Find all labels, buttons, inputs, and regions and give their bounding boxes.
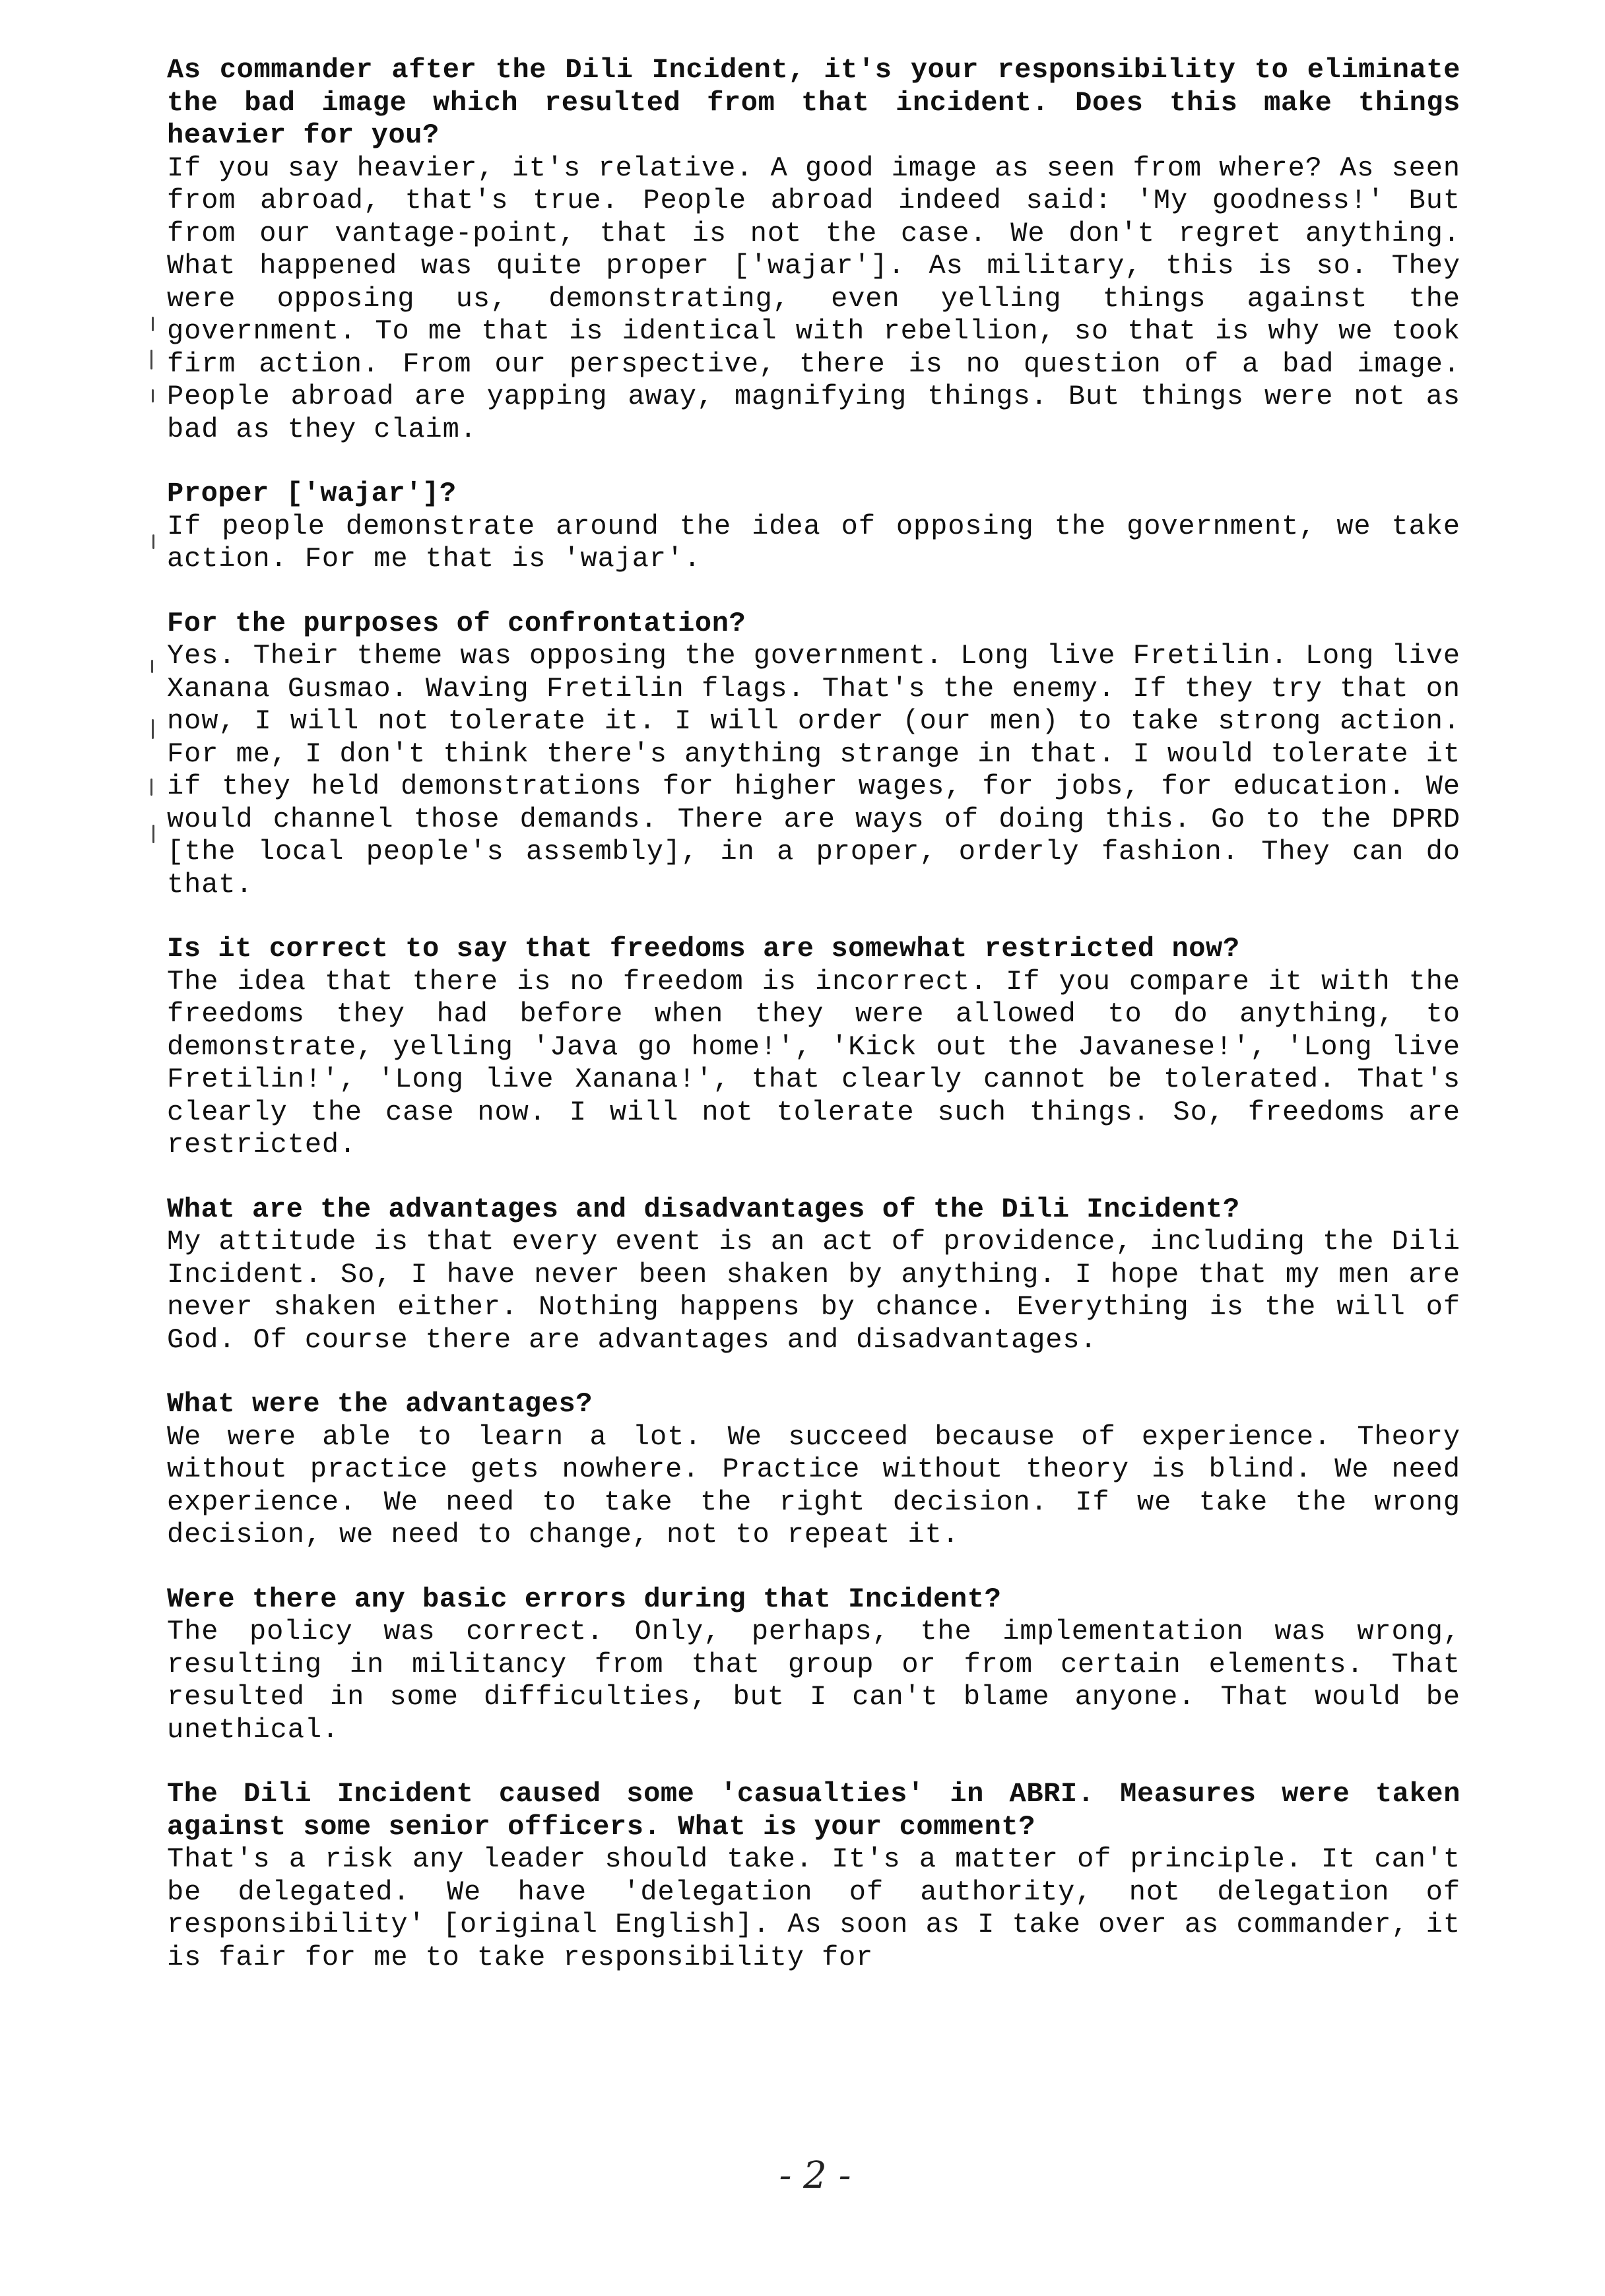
question-text: For the purposes of confrontation?	[167, 607, 746, 639]
question-text: What were the advantages?	[167, 1388, 593, 1420]
scan-mark	[152, 317, 154, 331]
question-text: As commander after the Dili Incident, it's your responsibility to eliminate the bad image which resulted from that incident. Does this make things heavier for you?	[167, 54, 1460, 151]
qa-block-6	[167, 1388, 1460, 1552]
scan-mark	[152, 719, 154, 739]
scan-mark	[150, 779, 152, 796]
scan-mark	[152, 389, 154, 402]
question-text: Were there any basic errors during that Incident?	[167, 1583, 1002, 1615]
qa-block-5	[167, 1194, 1460, 1357]
scan-mark	[151, 660, 153, 673]
answer-text: The idea that there is no freedom is incorrect. If you compare it with the freedoms they had before when they were allowed to do anything, to demonstrate, yelling 'Java go home!', 'Kick out the Javanese!', 'Long live Fretilin!', 'Long live Xanana!', that clearly cannot be tolerated. That's clearly the case now. I will not tolerate such things. So, freedoms are restricted.	[167, 965, 1460, 1161]
qa-block-8	[167, 1778, 1460, 1974]
answer-text: The policy was correct. Only, perhaps, the implementation was wrong, resulting in militancy from that group or from certain elements. That resulted in some difficulties, but I can't blame anyone. That would be unethical.	[167, 1616, 1460, 1746]
qa-block-3	[167, 608, 1460, 902]
qa-block-2	[167, 478, 1460, 576]
answer-text: My attitude is that every event is an act of providence, including the Dili Incident. So, I have never been shaken by anything. I hope that my men are never shaken either. Nothing happens by chance. Everything is the will of God. Of course there are advantages and disadvantages.	[167, 1226, 1460, 1356]
scan-mark	[152, 534, 154, 549]
question-text: Proper ['wajar']?	[167, 478, 457, 509]
answer-text: Yes. Their theme was opposing the government. Long live Fretilin. Long live Xanana Gusmao. Waving Fretilin flags. That's the enemy. If they try that on now, I will not tolerate it. I will order (our men) to take strong action. For me, I don't think there's anything strange in that. I would tolerate it if they held demonstrations for higher wages, for jobs, for education. We would channel those demands. There are ways of doing this. Go to the DPRD [the local people's assembly], in a proper, orderly fashion. They can do that.	[167, 640, 1460, 901]
scan-mark	[152, 825, 154, 843]
qa-block-4	[167, 933, 1460, 1162]
answer-text: If you say heavier, it's relative. A good image as seen from where? As seen from abroad, that's true. People abroad indeed said: 'My goodness!' But from our vantage-point, that is not the case. We don't regret anything. What happened was quite proper ['wajar']. As military, this is so. They were opposing us, demonstrating, even yelling things against the government. To me that is identical with rebellion, so that is why we took firm action. From our perspective, there is no question of a bad image. People abroad are yapping away, magnifying things. But things were not as bad as they claim.	[167, 152, 1460, 445]
margin-scan-marks	[149, 290, 162, 884]
question-text: The Dili Incident caused some 'casualties' in ABRI. Measures were taken against some senior officers. What is your comment?	[167, 1778, 1460, 1843]
scan-mark	[150, 350, 152, 369]
page-number: - 2 -	[779, 2154, 851, 2197]
qa-block-7	[167, 1583, 1460, 1747]
question-text: What are the advantages and disadvantages of the Dili Incident?	[167, 1193, 1240, 1225]
qa-block-1	[167, 54, 1460, 446]
question-text: Is it correct to say that freedoms are somewhat restricted now?	[167, 933, 1240, 965]
answer-text: We were able to learn a lot. We succeed because of experience. Theory without practice gets nowhere. Practice without theory is blind. We need experience. We need to take the right decision. If we take the wrong decision, we need to change, not to repeat it.	[167, 1420, 1460, 1550]
answer-text: That's a risk any leader should take. It's a matter of principle. It can't be delegated. We have 'delegation of authority, not delegation of responsibility' [original English]. As soon as I take over as commander, it is fair for me to take responsibility for	[167, 1843, 1460, 1973]
document-page	[167, 54, 1460, 2006]
answer-text: If people demonstrate around the idea of opposing the government, we take action. For me that is 'wajar'.	[167, 510, 1460, 575]
